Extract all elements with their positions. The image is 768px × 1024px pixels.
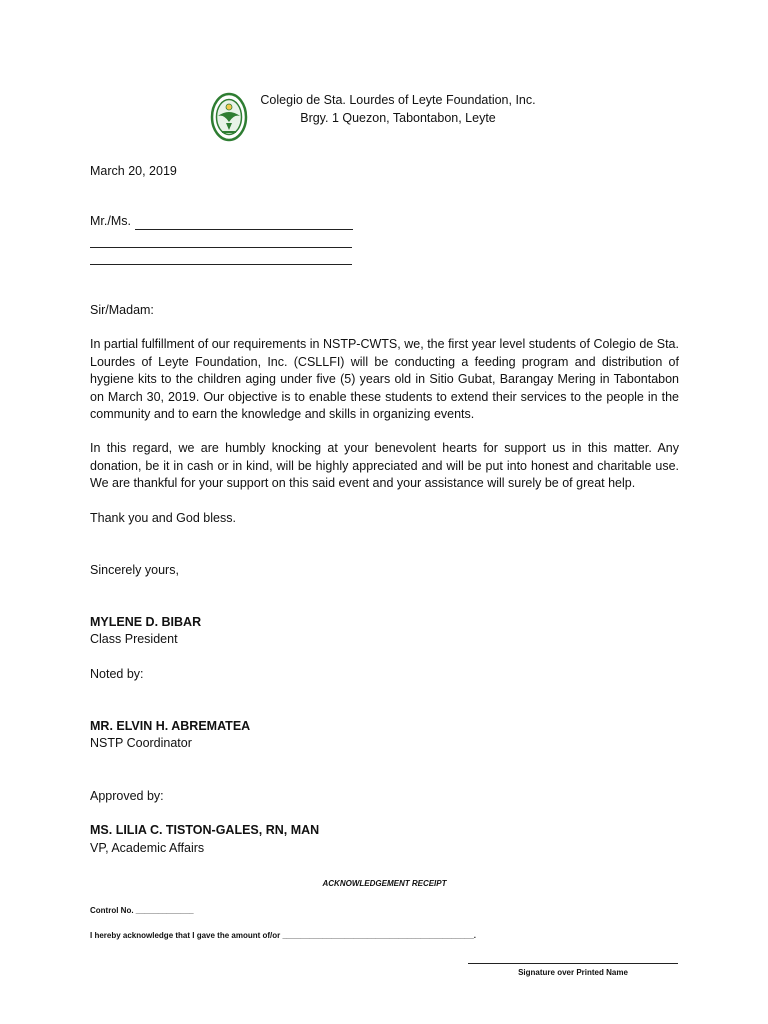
signature-label: Signature over Printed Name	[518, 968, 628, 977]
sender-name: MYLENE D. BIBAR	[90, 615, 202, 629]
signature-line	[468, 963, 678, 964]
recipient-address-line-1	[90, 247, 352, 248]
approver-name: MS. LILIA C. TISTON-GALES, RN, MAN	[90, 823, 320, 837]
school-seal-logo	[210, 92, 248, 142]
org-address: Brgy. 1 Quezon, Tabontabon, Leyte	[300, 111, 496, 125]
recipient-name-line	[135, 229, 353, 230]
control-number: Control No. _____________	[90, 906, 194, 915]
paragraph-1: In partial fulfillment of our requirements in NSTP-CWTS, we, the first year level students of Colegio de Sta. Lourdes of Leyte Foundation, Inc. (CSLLFI) will be conducting a feeding program and distribution of hygiene kits to the children aging under five (5) years old in Sitio Gubat, Barangay Mering in Tabontabon on March 30, 2019. Our objective is to enable these students to extend their services to the people in the community and to earn the knowledge and skills in organizing events.	[90, 337, 679, 421]
paragraph-2: In this regard, we are humbly knocking at your benevolent hearts for support us in this matter. Any donation, be it in cash or in kind, will be highly appreciated and will be put into honest and charitable use. We are thankful for your support on this said event and your assistance will surely be of great help.	[90, 441, 679, 490]
approver-title: VP, Academic Affairs	[90, 841, 205, 855]
letterhead	[210, 88, 550, 144]
sender-title: Class President	[90, 632, 178, 646]
noter-title: NSTP Coordinator	[90, 736, 192, 750]
noted-by-label: Noted by:	[90, 667, 144, 681]
closing: Sincerely yours,	[90, 563, 179, 577]
receipt-title: ACKNOWLEDGEMENT RECEIPT	[322, 879, 447, 888]
salutation: Sir/Madam:	[90, 303, 154, 317]
letter-date: March 20, 2019	[90, 164, 177, 178]
noter-name: MR. ELVIN H. ABREMATEA	[90, 719, 251, 733]
approved-by-label: Approved by:	[90, 789, 164, 803]
recipient-prefix: Mr./Ms.	[90, 214, 131, 228]
acknowledge-statement: I hereby acknowledge that I gave the amount of/or ___________________________________________.	[90, 931, 477, 940]
recipient-address-line-2	[90, 264, 352, 265]
org-name: Colegio de Sta. Lourdes of Leyte Foundation, Inc.	[260, 93, 536, 107]
thanks-line: Thank you and God bless.	[90, 511, 236, 525]
